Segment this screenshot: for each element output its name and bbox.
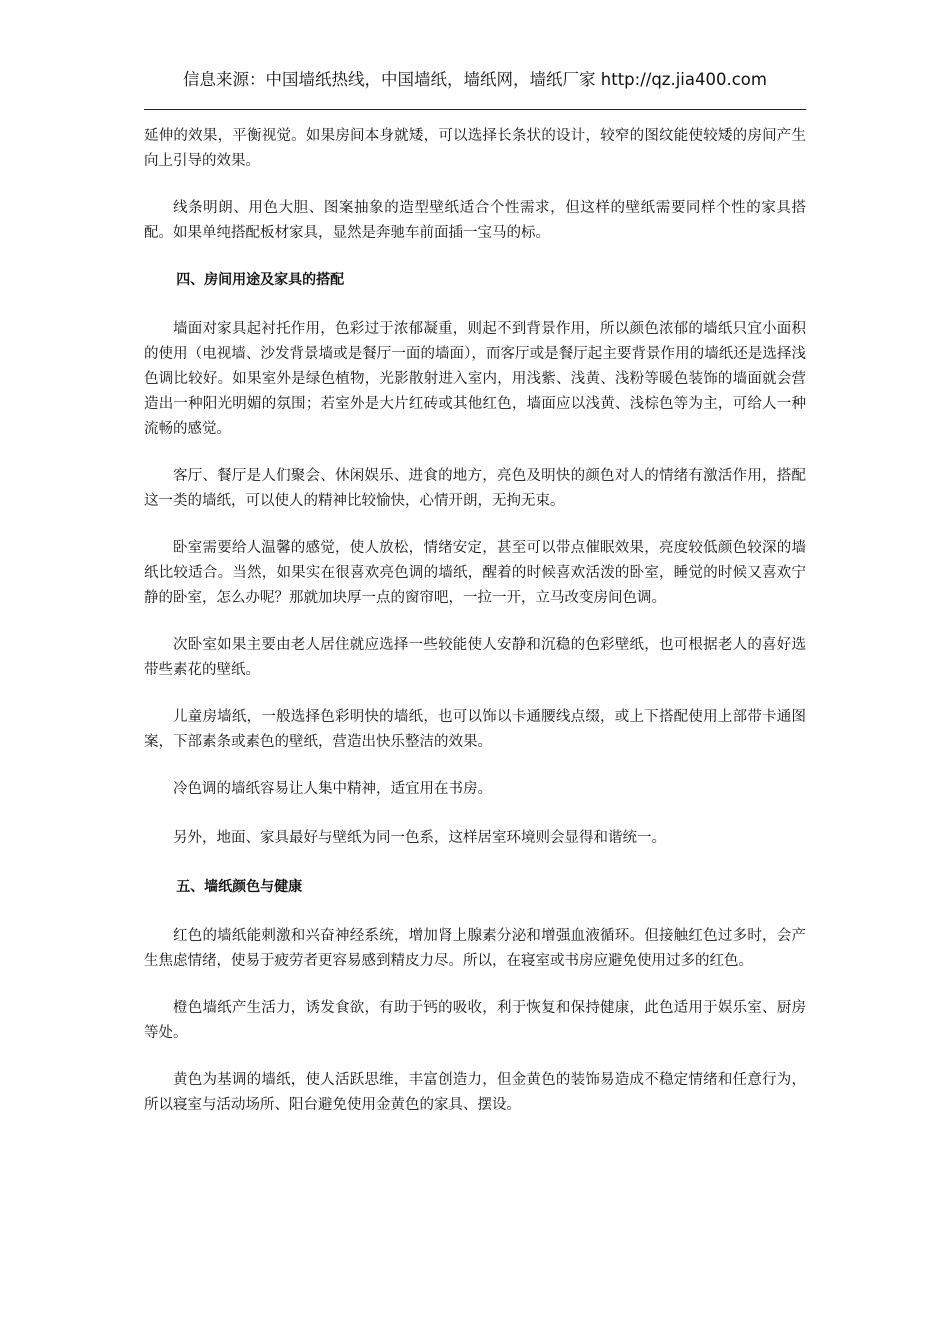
paragraph-orange: 橙色墙纸产生活力，诱发食欲，有助于钙的吸收，利于恢复和保持健康，此色适用于娱乐室、厨房等处。: [144, 1000, 806, 1041]
section-heading-room-usage: 四、房间用途及家具的搭配: [176, 272, 345, 288]
paragraph-yellow: 黄色为基调的墙纸，使人活跃思维，丰富创造力，但金黄色的装饰易造成不稳定情绪和任意行为，所以寝室与活动场所、阳台避免使用金黄色的家具、摆设。: [144, 1072, 806, 1113]
paragraph-color-harmony: 另外，地面、家具最好与壁纸为同一色系，这样居室环境则会显得和谐统一。: [173, 830, 666, 846]
paragraph-red: 红色的墙纸能刺激和兴奋神经系统，增加肾上腺素分泌和增强血液循环。但接触红色过多时，会产生焦虑情绪，使易于疲劳者更容易感到精皮力尽。所以，在寝室或书房应避免使用过多的红色。: [144, 928, 806, 969]
paragraph-living-dining: 客厅、餐厅是人们聚会、休闲娱乐、进食的地方，亮色及明快的颜色对人的情绪有激活作用，搭配这一类的墙纸，可以使人的精神比较愉快，心情开朗，无拘无束。: [144, 468, 806, 509]
header-source-text: 信息来源：中国墙纸热线，中国墙纸，墙纸网，墙纸厂家 http://qz.jia400.com: [183, 70, 767, 89]
paragraph-kids-room: 儿童房墙纸，一般选择色彩明快的墙纸，也可以饰以卡通腰线点缀，或上下搭配使用上部带卡通图案，下部素条或素色的壁纸，营造出快乐整洁的效果。: [144, 709, 806, 750]
paragraph-wall-background: 墙面对家具起衬托作用，色彩过于浓郁凝重，则起不到背景作用，所以颜色浓郁的墙纸只宜小面积的使用（电视墙、沙发背景墙或是餐厅一面的墙面），而客厅或是餐厅起主要背景作用的墙纸还是选择浅色调比较好。如果室外是绿色植物，光影散射进入室内，用浅紫、浅黄、浅粉等暖色装饰的墙面就会营造出一种阳光明媚的氛围；若室外是大片红砖或其他红色，墙面应以浅黄、浅棕色等为主，可给人一种流畅的感觉。: [144, 321, 806, 437]
document-body: [144, 124, 806, 1140]
paragraph-second-bedroom: 次卧室如果主要由老人居住就应选择一些较能使人安静和沉稳的色彩壁纸，也可根据老人的喜好选带些素花的壁纸。: [144, 637, 806, 678]
paragraph-study-room: 冷色调的墙纸容易让人集中精神，适宜用在书房。: [173, 781, 492, 797]
paragraph-continuation: 延伸的效果，平衡视觉。如果房间本身就矮，可以选择长条状的设计，较窄的图纹能使较矮的房间产生向上引导的效果。: [144, 128, 806, 169]
page-header: [144, 66, 806, 110]
section-heading-color-health: 五、墙纸颜色与健康: [176, 879, 303, 895]
paragraph-bedroom: 卧室需要给人温馨的感觉，使人放松，情绪安定，甚至可以带点催眠效果，亮度较低颜色较深的墙纸比较适合。当然，如果实在很喜欢亮色调的墙纸，醒着的时候喜欢活泼的卧室，睡觉的时候又喜欢宁静的卧室，怎么办呢？那就加块厚一点的窗帘吧，一拉一开，立马改变房间色调。: [144, 540, 806, 606]
paragraph-bold-patterns: 线条明朗、用色大胆、图案抽象的造型壁纸适合个性需求，但这样的壁纸需要同样个性的家具搭配。如果单纯搭配板材家具，显然是奔驰车前面插一宝马的标。: [144, 200, 806, 241]
